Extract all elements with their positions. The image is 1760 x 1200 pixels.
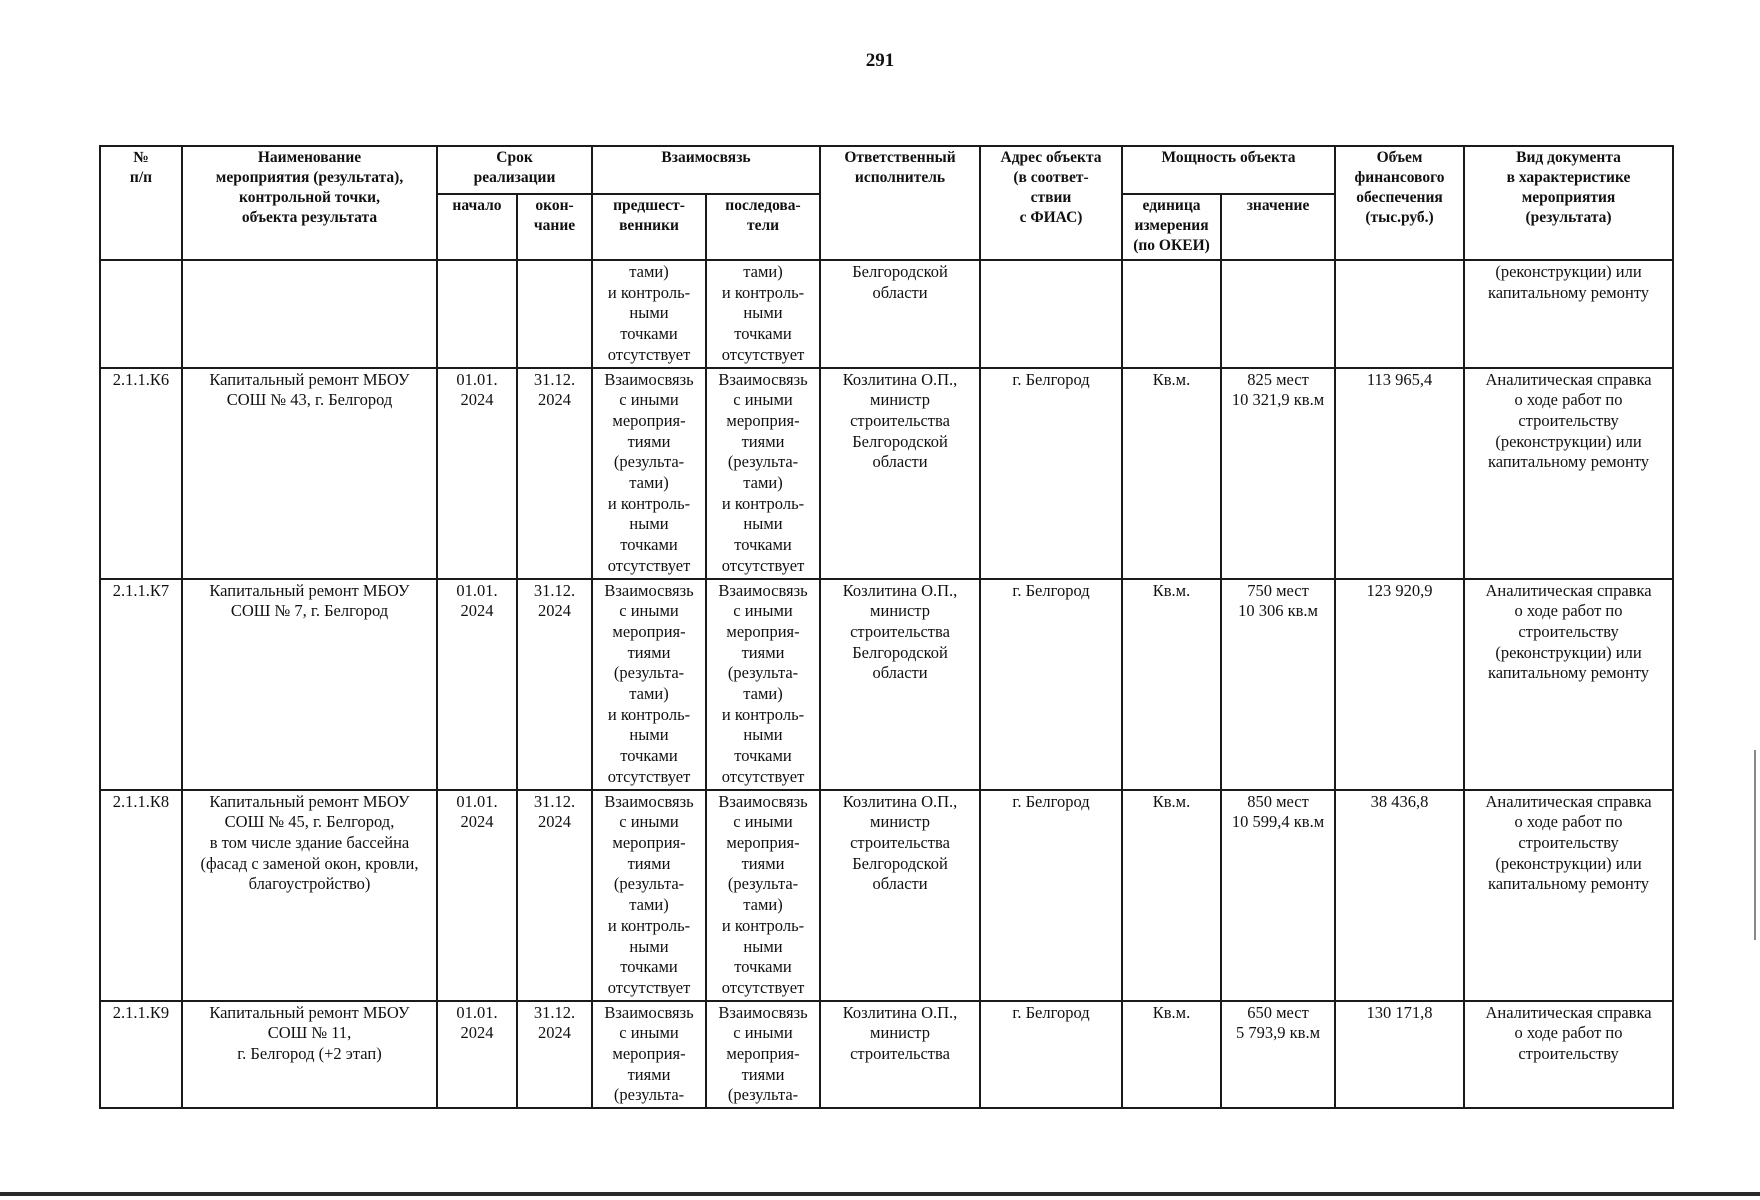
cell-doc: Аналитическая справка о ходе работ по строительству (реконструкции) или капитальному ремонту xyxy=(1464,579,1673,790)
cell-doc: Аналитическая справка о ходе работ по строительству xyxy=(1464,1001,1673,1109)
header-doc-type: Вид документа в характеристике мероприятия (результата) xyxy=(1464,146,1673,260)
table-row xyxy=(100,790,1673,1001)
cell-doc: (реконструкции) или капитальному ремонту xyxy=(1464,260,1673,368)
cell-start: 01.01. 2024 xyxy=(437,790,517,1001)
header-period: Срок реализации xyxy=(437,146,592,194)
cell-doc: Аналитическая справка о ходе работ по строительству (реконструкции) или капитальному ремонту xyxy=(1464,790,1673,1001)
cell-name xyxy=(182,260,437,368)
table-row-continuation xyxy=(100,260,1673,368)
cell-start: 01.01. 2024 xyxy=(437,1001,517,1109)
cell-prev: тами) и контроль- ными точками отсутствует xyxy=(592,260,706,368)
cell-address: г. Белгород xyxy=(980,1001,1122,1109)
cell-next: Взаимосвязь с иными мероприя- тиями (результа- тами) и контроль- ными точками отсутствует xyxy=(706,368,820,579)
header-period-end: окон- чание xyxy=(517,194,592,260)
cell-funding xyxy=(1335,260,1464,368)
header-capacity: Мощность объекта xyxy=(1122,146,1335,194)
scan-bottom-line xyxy=(0,1192,1760,1196)
header-responsible: Ответственный исполнитель xyxy=(820,146,980,260)
cell-name: Капитальный ремонт МБОУ СОШ № 11, г. Белгород (+2 этап) xyxy=(182,1001,437,1109)
cell-name: Капитальный ремонт МБОУ СОШ № 43, г. Белгород xyxy=(182,368,437,579)
cell-end: 31.12. 2024 xyxy=(517,1001,592,1109)
cell-name: Капитальный ремонт МБОУ СОШ № 7, г. Белгород xyxy=(182,579,437,790)
cell-num: 2.1.1.К8 xyxy=(100,790,182,1001)
cell-responsible: Козлитина О.П., министр строительства Белгородской области xyxy=(820,368,980,579)
cell-num: 2.1.1.К6 xyxy=(100,368,182,579)
cell-end: 31.12. 2024 xyxy=(517,790,592,1001)
table-row xyxy=(100,1001,1673,1109)
cell-unit: Кв.м. xyxy=(1122,368,1221,579)
cell-next: Взаимосвязь с иными мероприя- тиями (результа- xyxy=(706,1001,820,1109)
cell-funding: 130 171,8 xyxy=(1335,1001,1464,1109)
cell-start xyxy=(437,260,517,368)
header-relation-prev: предшест- венники xyxy=(592,194,706,260)
scan-edge-line xyxy=(1754,750,1756,940)
cell-prev: Взаимосвязь с иными мероприя- тиями (результа- xyxy=(592,1001,706,1109)
events-table xyxy=(99,145,1674,1109)
cell-value: 850 мест 10 599,4 кв.м xyxy=(1221,790,1335,1001)
cell-unit: Кв.м. xyxy=(1122,790,1221,1001)
cell-responsible: Козлитина О.П., министр строительства xyxy=(820,1001,980,1109)
table-row xyxy=(100,368,1673,579)
header-num: № п/п xyxy=(100,146,182,260)
header-name: Наименование мероприятия (результата), контрольной точки, объекта результата xyxy=(182,146,437,260)
cell-value: 650 мест 5 793,9 кв.м xyxy=(1221,1001,1335,1109)
cell-value: 750 мест 10 306 кв.м xyxy=(1221,579,1335,790)
cell-num: 2.1.1.К7 xyxy=(100,579,182,790)
cell-responsible: Белгородской области xyxy=(820,260,980,368)
header-capacity-value: значение xyxy=(1221,194,1335,260)
page-number: 291 xyxy=(865,50,895,71)
cell-address: г. Белгород xyxy=(980,368,1122,579)
cell-unit: Кв.м. xyxy=(1122,579,1221,790)
cell-value xyxy=(1221,260,1335,368)
table-header-row xyxy=(100,146,1673,194)
cell-doc: Аналитическая справка о ходе работ по строительству (реконструкции) или капитальному ремонту xyxy=(1464,368,1673,579)
cell-next: Взаимосвязь с иными мероприя- тиями (результа- тами) и контроль- ными точками отсутствует xyxy=(706,790,820,1001)
cell-end: 31.12. 2024 xyxy=(517,579,592,790)
cell-address: г. Белгород xyxy=(980,790,1122,1001)
cell-responsible: Козлитина О.П., министр строительства Белгородской области xyxy=(820,579,980,790)
cell-end xyxy=(517,260,592,368)
cell-prev: Взаимосвязь с иными мероприя- тиями (результа- тами) и контроль- ными точками отсутствует xyxy=(592,579,706,790)
cell-start: 01.01. 2024 xyxy=(437,368,517,579)
cell-next: Взаимосвязь с иными мероприя- тиями (результа- тами) и контроль- ными точками отсутствует xyxy=(706,579,820,790)
header-period-start: начало xyxy=(437,194,517,260)
cell-prev: Взаимосвязь с иными мероприя- тиями (результа- тами) и контроль- ными точками отсутствует xyxy=(592,790,706,1001)
cell-responsible: Козлитина О.П., министр строительства Белгородской области xyxy=(820,790,980,1001)
cell-address: г. Белгород xyxy=(980,579,1122,790)
cell-funding: 38 436,8 xyxy=(1335,790,1464,1001)
cell-unit xyxy=(1122,260,1221,368)
cell-next: тами) и контроль- ными точками отсутствует xyxy=(706,260,820,368)
cell-end: 31.12. 2024 xyxy=(517,368,592,579)
header-relation-next: последова- тели xyxy=(706,194,820,260)
cell-prev: Взаимосвязь с иными мероприя- тиями (результа- тами) и контроль- ными точками отсутствует xyxy=(592,368,706,579)
table-row xyxy=(100,579,1673,790)
cell-address xyxy=(980,260,1122,368)
cell-value: 825 мест 10 321,9 кв.м xyxy=(1221,368,1335,579)
cell-name: Капитальный ремонт МБОУ СОШ № 45, г. Белгород, в том числе здание бассейна (фасад с заменой окон, кровли, благоустройство) xyxy=(182,790,437,1001)
cell-start: 01.01. 2024 xyxy=(437,579,517,790)
cell-unit: Кв.м. xyxy=(1122,1001,1221,1109)
header-relation: Взаимосвязь xyxy=(592,146,820,194)
header-funding: Объем финансового обеспечения (тыс.руб.) xyxy=(1335,146,1464,260)
cell-num xyxy=(100,260,182,368)
cell-funding: 123 920,9 xyxy=(1335,579,1464,790)
header-capacity-unit: единица измерения (по ОКЕИ) xyxy=(1122,194,1221,260)
header-address: Адрес объекта (в соответ- ствии с ФИАС) xyxy=(980,146,1122,260)
cell-funding: 113 965,4 xyxy=(1335,368,1464,579)
cell-num: 2.1.1.К9 xyxy=(100,1001,182,1109)
